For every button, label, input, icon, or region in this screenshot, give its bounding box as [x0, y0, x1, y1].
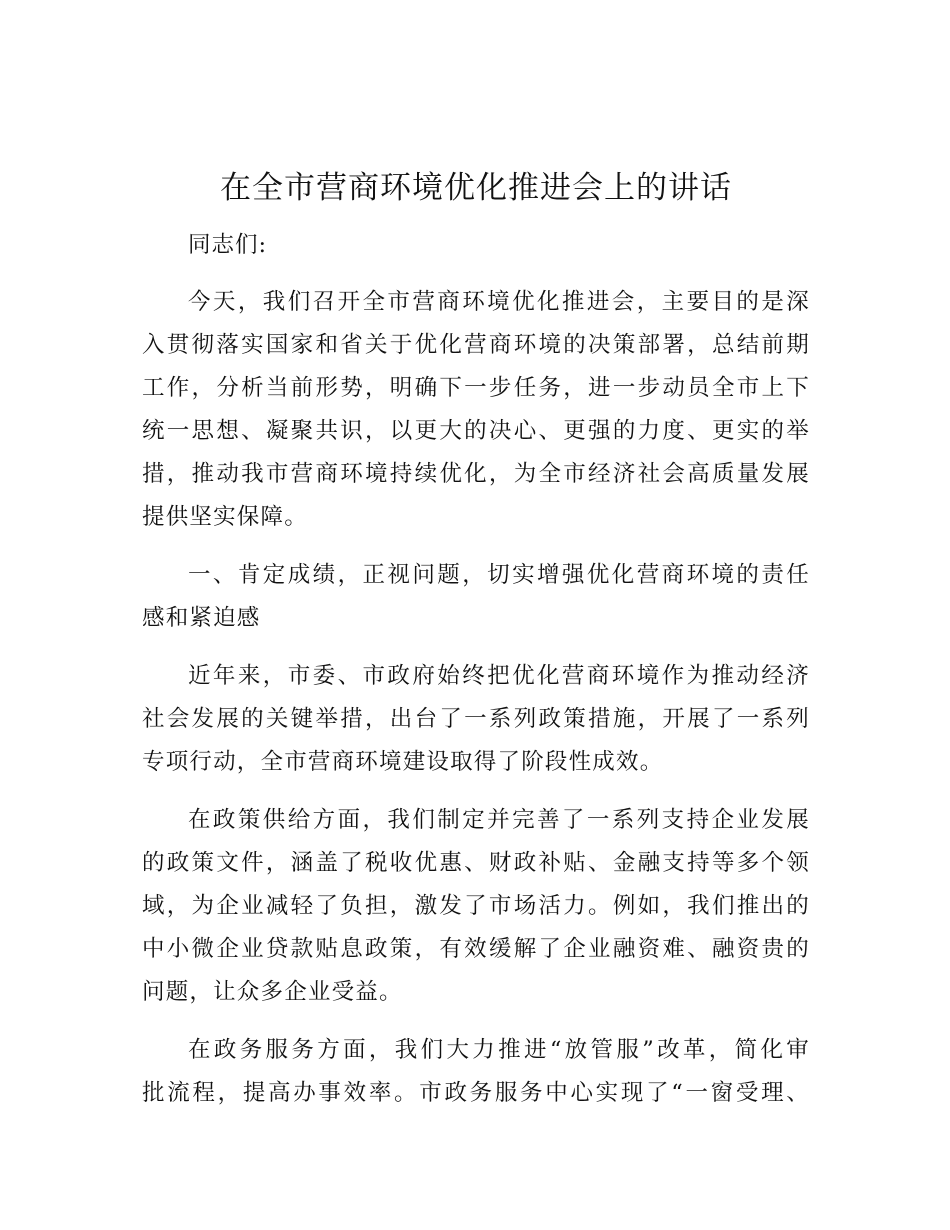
- paragraph-line: 入贯彻落实国家和省关于优化营商环境的决策部署，总结前期: [142, 332, 810, 358]
- paragraph-line: 感和紧迫感: [142, 605, 261, 631]
- paragraph-line: 在政策供给方面，我们制定并完善了一系列支持企业发展: [188, 807, 810, 833]
- paragraph-line: 中小微企业贷款贴息政策，有效缓解了企业融资难、融资贵的: [142, 936, 810, 962]
- paragraph-line: 专项行动，全市营商环境建设取得了阶段性成效。: [142, 749, 664, 775]
- paragraph-achievements: [142, 655, 810, 784]
- paragraph-policy-supply: [142, 799, 810, 1014]
- document-body: [142, 165, 810, 1115]
- paragraph-line: 问题，让众多企业受益。: [142, 979, 403, 1005]
- paragraph-line: 工作，分析当前形势，明确下一步任务，进一步动员全市上下: [142, 375, 810, 401]
- paragraph-line: 域，为企业减轻了负担，激发了市场活力。例如，我们推出的: [142, 893, 810, 919]
- paragraph-line: 一、肯定成绩，正视问题，切实增强优化营商环境的责任: [188, 562, 810, 588]
- paragraph-opening: [142, 281, 810, 539]
- paragraph-line: 批流程，提高办事效率。市政务服务中心实现了“一窗受理、: [142, 1080, 810, 1106]
- paragraph-line: 措，推动我市营商环境持续优化，为全市经济社会高质量发展: [142, 461, 810, 487]
- paragraph-government-services: [142, 1029, 810, 1115]
- paragraph-line: 统一思想、凝聚共识，以更大的决心、更强的力度、更实的举: [142, 418, 810, 444]
- paragraph-line: 今天，我们召开全市营商环境优化推进会，主要目的是深: [188, 289, 810, 315]
- document-title: 在全市营商环境优化推进会上的讲话: [220, 170, 732, 206]
- paragraph-line: 的政策文件，涵盖了税收优惠、财政补贴、金融支持等多个领: [142, 850, 810, 876]
- section-heading-1: [142, 554, 810, 640]
- paragraph-line: 提供坚实保障。: [142, 504, 308, 530]
- paragraph-line: 社会发展的关键举措，出台了一系列政策措施，开展了一系列: [142, 706, 810, 732]
- paragraph-line: 在政务服务方面，我们大力推进“放管服”改革，简化审: [188, 1037, 810, 1063]
- salutation: 同志们:: [188, 232, 268, 258]
- paragraph-line: 近年来，市委、市政府始终把优化营商环境作为推动经济: [188, 663, 810, 689]
